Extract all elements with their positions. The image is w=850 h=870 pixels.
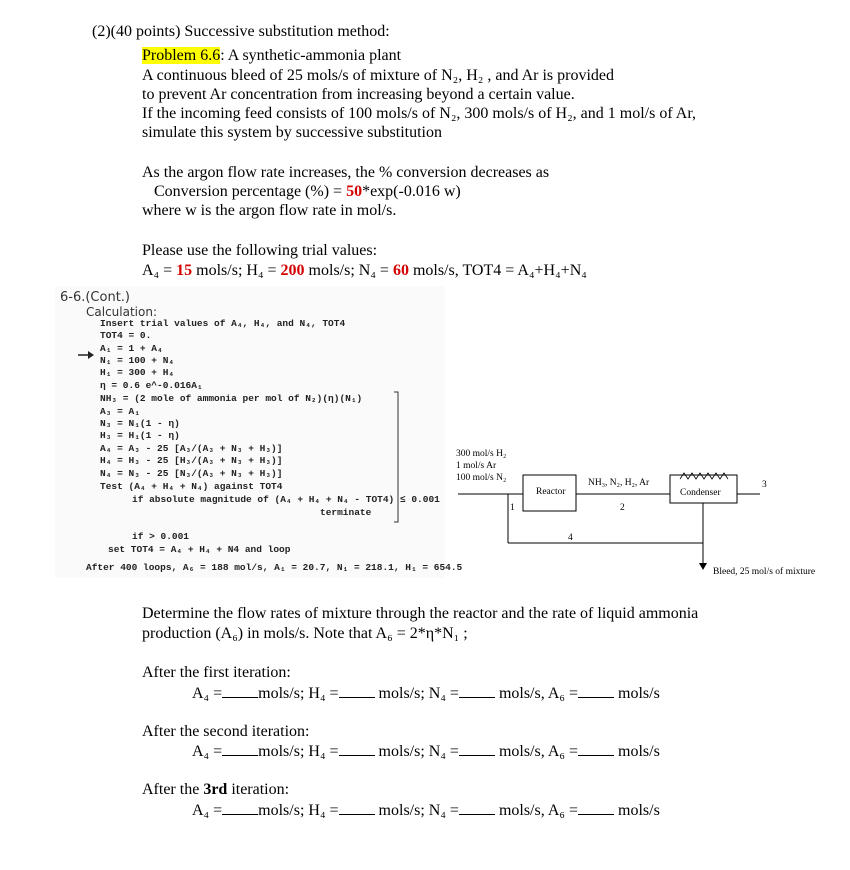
calc-line: NH₃ = (2 mole of ammonia per mol of N₂)(η)(N₁) xyxy=(100,393,363,404)
calc-line: terminate xyxy=(320,507,372,518)
n4-label: mols/s; N₄ = xyxy=(378,802,459,819)
a4-label: A₄ = xyxy=(192,743,223,760)
n4-label: mols/s; N₄ = xyxy=(378,685,459,702)
condenser-label: Condenser xyxy=(680,488,721,498)
question-line: production (A₆) in mols/s. Note that A₆ = 2*η*N₁ ; xyxy=(142,625,468,642)
trial-tot-label: mols/s, TOT4 = A₄+H₄+N₄ xyxy=(408,262,587,279)
reactor-label: Reactor xyxy=(536,487,566,497)
iteration-title-pre: After the xyxy=(142,781,204,798)
stream-3-label: 3 xyxy=(762,480,767,490)
problem-label-suffix: : A synthetic-ammonia plant xyxy=(220,47,402,64)
a4-blank[interactable] xyxy=(222,741,258,756)
calc-line: if absolute magnitude of (A₄ + H₄ + N₄ - TOT4) ≤ 0.001 xyxy=(132,494,440,505)
calc-line: Test (A₄ + H₄ + N₄) against TOT4 xyxy=(100,481,283,492)
h4-label: mols/s; H₄ = xyxy=(258,802,339,819)
n4-label: mols/s; N₄ = xyxy=(378,743,459,760)
iteration-title xyxy=(142,780,289,799)
formula-prefix: Conversion percentage (%) = xyxy=(154,183,347,200)
n4-blank[interactable] xyxy=(459,741,495,756)
h4-blank[interactable] xyxy=(339,741,375,756)
problem-heading xyxy=(142,46,401,65)
trial-intro: Please use the following trial values: xyxy=(142,242,378,259)
h4-label: mols/s; H₄ = xyxy=(258,685,339,702)
a4-blank[interactable] xyxy=(222,683,258,698)
n4-blank[interactable] xyxy=(459,800,495,815)
calc-line: N₃ = N₁(1 - η) xyxy=(100,418,180,429)
trial-values xyxy=(142,261,587,280)
iteration-title-bold: 3rd xyxy=(203,781,228,798)
conversion-formula xyxy=(154,182,461,201)
a6-label: mols/s, A₆ = xyxy=(498,802,578,819)
conversion-where: where w is the argon flow rate in mol/s. xyxy=(142,202,397,219)
problem-line: to prevent Ar concentration from increasing beyond a certain value. xyxy=(142,86,575,103)
handwritten-title: 6-6.(Cont.) xyxy=(60,290,131,305)
calc-line: H₃ = H₁(1 - η) xyxy=(100,430,180,441)
problem-line: A continuous bleed of 25 mols/s of mixture of N₂, H₂ , and Ar is provided xyxy=(142,67,614,84)
problem-line: simulate this system by successive substitution xyxy=(142,124,442,141)
calc-line: if > 0.001 xyxy=(132,531,190,542)
answer-row xyxy=(192,800,660,820)
feed-n2: 100 mol/s N₂ xyxy=(456,473,507,483)
a4-label: A₄ = xyxy=(192,685,223,702)
conversion-line: As the argon flow rate increases, the % conversion decreases as xyxy=(142,164,550,181)
trial-h-value: 200 xyxy=(280,262,305,279)
calc-line: TOT4 = 0. xyxy=(100,330,152,341)
formula-coef: 50 xyxy=(346,183,363,200)
a4-blank[interactable] xyxy=(222,800,258,815)
problem-label: Problem 6.6 xyxy=(142,47,221,64)
final-unit: mols/s xyxy=(618,743,660,760)
calc-line: A₄ = A₃ - 25 [A₃/(A₃ + N₃ + H₃)] xyxy=(100,443,283,454)
calc-line: H₄ = H₃ - 25 [H₃/(A₃ + N₃ + H₃)] xyxy=(100,455,283,466)
calc-line: Insert trial values of A₄, H₄, and N₄, TOT4 xyxy=(100,318,346,329)
calc-line: N₄ = N₃ - 25 [N₃/(A₃ + N₃ + H₃)] xyxy=(100,468,283,479)
question-title: (2)(40 points) Successive substitution method: xyxy=(92,23,390,40)
question-line: Determine the flow rates of mixture through the reactor and the rate of liquid ammonia xyxy=(142,605,699,622)
arrow-icon xyxy=(78,350,96,360)
trial-n-label: mols/s; N₄ = xyxy=(304,262,393,279)
answer-row xyxy=(192,741,660,761)
trial-a-label: A₄ = xyxy=(142,262,177,279)
iteration-title-post: iteration: xyxy=(227,781,290,798)
a6-label: mols/s, A₆ = xyxy=(498,685,578,702)
trial-a-value: 15 xyxy=(176,262,193,279)
iteration-title: After the first iteration: xyxy=(142,664,291,681)
trial-h-label: mols/s; H₄ = xyxy=(192,262,281,279)
calc-line: η = 0.6 e^-0.016A₁ xyxy=(100,380,203,391)
calc-line: A₃ = A₁ xyxy=(100,406,140,417)
a6-blank[interactable] xyxy=(578,683,614,698)
h4-label: mols/s; H₄ = xyxy=(258,743,339,760)
trial-n-value: 60 xyxy=(392,262,409,279)
bleed-label: Bleed, 25 mol/s of mixture xyxy=(713,567,816,577)
answer-row xyxy=(192,683,660,703)
problem-line: If the incoming feed consists of 100 mols/s of N₂, 300 mols/s of H₂, and 1 mol/s of Ar, xyxy=(142,105,697,122)
stream-1-label: 1 xyxy=(510,503,515,513)
a6-blank[interactable] xyxy=(578,800,614,815)
a6-blank[interactable] xyxy=(578,741,614,756)
feed-h2: 300 mol/s H₂ xyxy=(456,449,507,459)
calc-line: set TOT4 = A₄ + H₄ + N4 and loop xyxy=(108,544,291,555)
h4-blank[interactable] xyxy=(339,800,375,815)
stream-2-label: 2 xyxy=(620,503,625,513)
formula-suffix: *exp(-0.016 w) xyxy=(362,183,461,200)
stream-label: NH₃, N₂, H₂, Ar xyxy=(588,478,650,488)
stream-4-label: 4 xyxy=(568,533,573,543)
handwritten-subtitle: Calculation: xyxy=(86,305,157,319)
n4-blank[interactable] xyxy=(459,683,495,698)
calc-line: A₁ = 1 + A₄ xyxy=(100,343,163,354)
bleed-arrow-icon xyxy=(699,563,707,570)
a6-label: mols/s, A₆ = xyxy=(498,743,578,760)
final-unit: mols/s xyxy=(618,802,660,819)
iteration-title: After the second iteration: xyxy=(142,723,310,740)
calc-line: N₁ = 100 + N₄ xyxy=(100,355,175,366)
h4-blank[interactable] xyxy=(339,683,375,698)
calc-line: After 400 loops, A₆ = 188 mol/s, A₁ = 20.7, N₁ = 218.1, H₁ = 654.5 xyxy=(86,562,463,573)
calc-line: H₁ = 300 + H₄ xyxy=(100,367,175,378)
a4-label: A₄ = xyxy=(192,802,223,819)
final-unit: mols/s xyxy=(618,685,660,702)
process-diagram xyxy=(450,445,780,580)
feed-ar: 1 mol/s Ar xyxy=(456,461,497,471)
